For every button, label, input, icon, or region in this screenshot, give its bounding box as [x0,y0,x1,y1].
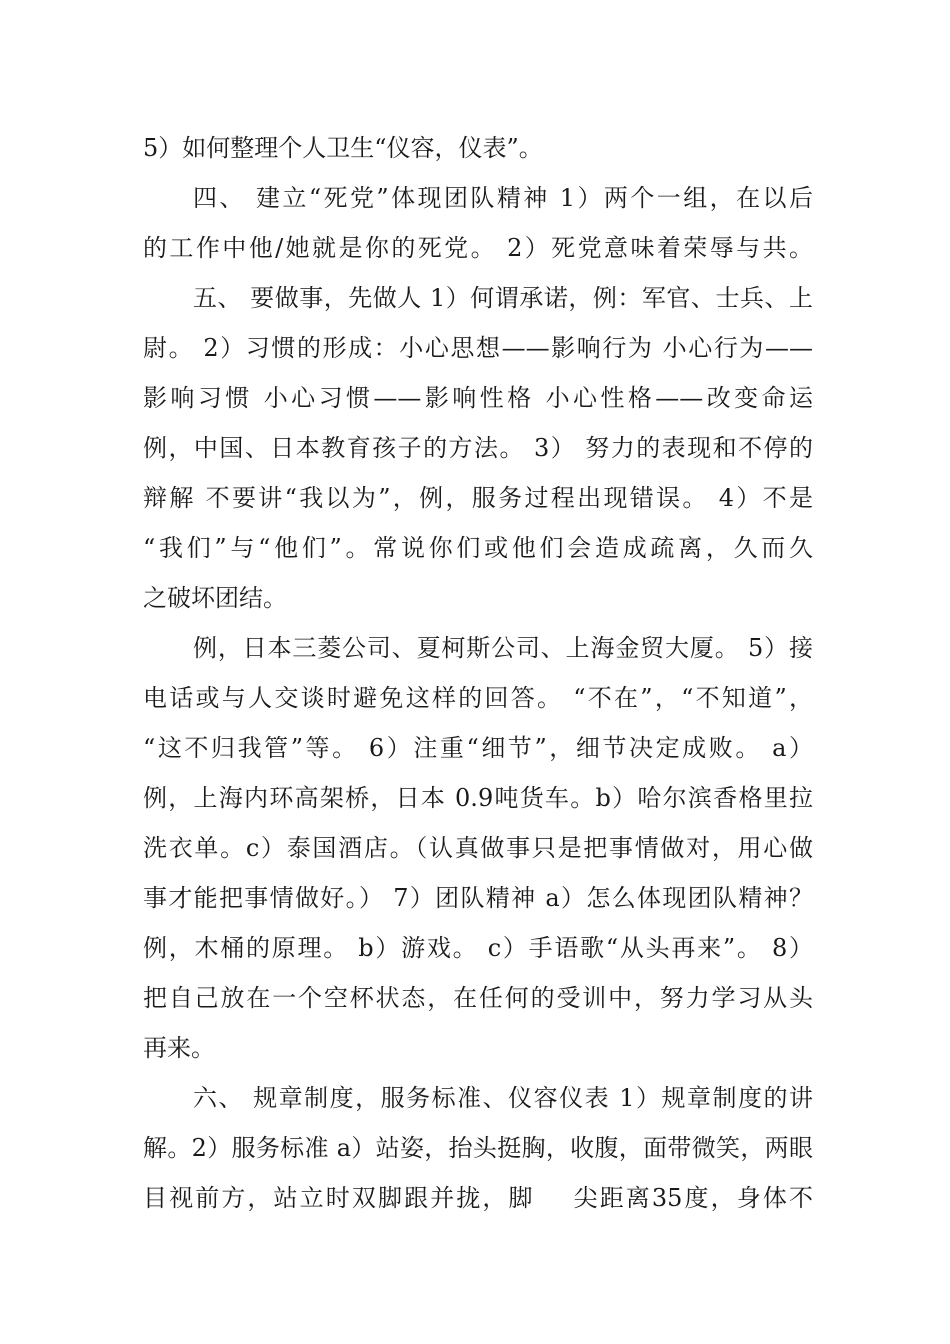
text-line: 再来。 [143,1034,215,1062]
text-line: 洗衣单。c）泰国酒店。（认真做事只是把事情做对，用心做 [143,834,813,862]
text-line: 四、 建立“死党”体现团队精神 1）两个一组，在以后 [193,184,813,212]
text-line: 电话或与人交谈时避免这样的回答。 “不在”，“不知道”， [143,684,813,712]
text-line: 例，中国、日本教育孩子的方法。 3） 努力的表现和不停的 [143,434,813,462]
text-line: 例，上海内环高架桥，日本 0.9吨货车。b）哈尔滨香格里拉 [143,784,813,812]
text-line: 事才能把事情做好。） 7）团队精神 a）怎么体现团队精神？ [143,884,813,912]
text-line: 影响习惯 小心习惯——影响性格 小心性格——改变命运 [143,384,813,412]
text-line: 六、 规章制度，服务标准、仪容仪表 1）规章制度的讲 [193,1084,813,1112]
text-line: 目视前方，站立时双脚跟并拢，脚 尖距离35度，身体不 [143,1184,813,1212]
text-line: 例，木桶的原理。 b）游戏。 c）手语歌“从头再来”。 8） [143,934,813,962]
text-line: 把自己放在一个空杯状态，在任何的受训中，努力学习从头 [143,984,813,1012]
text-line: 之破坏团结。 [143,584,287,612]
text-line: 尉。 2）习惯的形成：小心思想——影响行为 小心行为—— [143,334,813,362]
text-line: 的工作中他/她就是你的死党。 2）死党意味着荣辱与共。 [143,234,813,262]
text-line: 例，日本三菱公司、夏柯斯公司、上海金贸大厦。 5）接 [193,634,813,662]
text-line: 辩解 不要讲“我以为”，例，服务过程出现错误。 4）不是 [143,484,813,512]
text-line: 解。2）服务标准 a）站姿，抬头挺胸，收腹，面带微笑，两眼 [143,1134,813,1162]
text-line: “这不归我管”等。 6）注重“细节”，细节决定成败。 a） [143,734,813,762]
text-line: 五、 要做事，先做人 1）何谓承诺，例：军官、士兵、上 [193,284,813,312]
text-line: “我们”与“他们”。常说你们或他们会造成疏离，久而久 [143,534,813,562]
text-line: 5）如何整理个人卫生“仪容，仪表”。 [143,134,543,162]
